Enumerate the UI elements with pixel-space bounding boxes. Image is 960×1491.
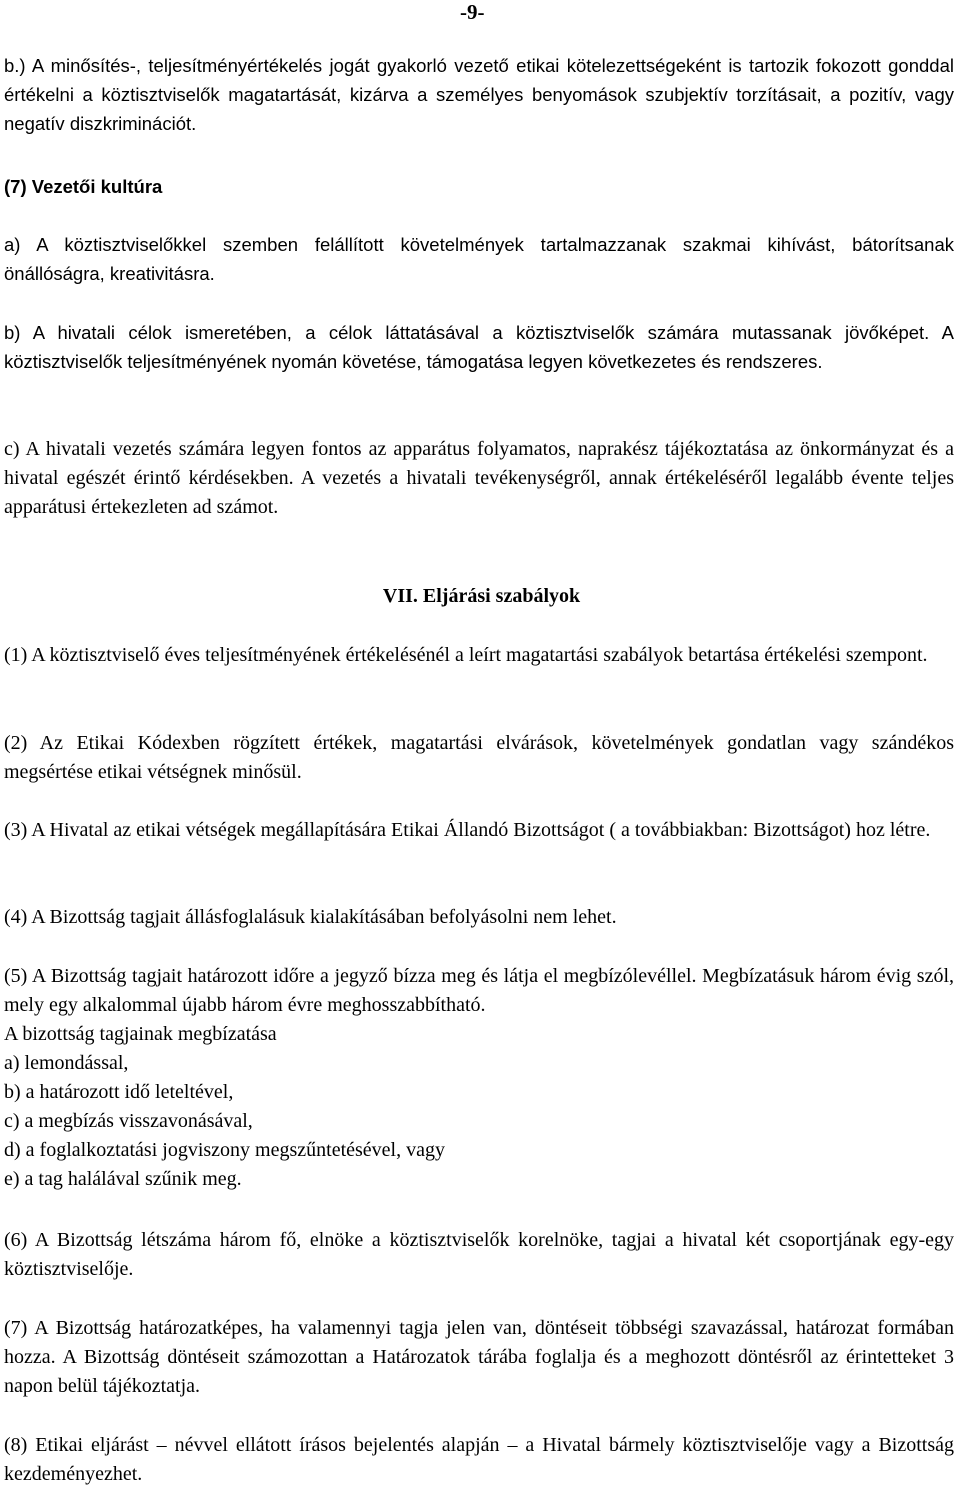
paragraph-2: (2) Az Etikai Kódexben rögzített értékek, magatartási elvárások, követelmények gondatlan vagy szándékos megsértése etikai vétségnek minősül. xyxy=(4,732,954,783)
mandate-list xyxy=(4,1020,954,1194)
heading-vezetoi-kultura: (7) Vezetői kultúra xyxy=(4,176,163,197)
paragraph-b-minosites: b.) A minősítés-, teljesítményértékelés jogát gyakorló vezető etikai kötelezettségeként is tartozik fokozott gonddal értékelni a köztisztviselők magatartását, kizárva a személyes benyomások szubjektív torzításait, a pozitív, vagy negatív diszkriminációt. xyxy=(4,55,954,134)
paragraph-5: (5) A Bizottság tagjait határozott időre a jegyző bízza meg és látja el megbízólevéllel. Megbízatásuk három évig szól, mely egy alkalommal újabb három évre meghosszabbítható. xyxy=(4,965,954,1016)
mandate-list-intro: A bizottság tagjainak megbízatása xyxy=(4,1023,277,1045)
paragraph-7: (7) A Bizottság határozatképes, ha valamennyi tagja jelen van, döntéseit többségi szavazással, határozat formában hozza. A Bizottság döntéseit számozottan a Határozatok tárába foglalja és a meghozott döntésről az érintetteket 3 napon belül tájékoztatja. xyxy=(4,1317,954,1397)
list-item: a) lemondással, xyxy=(4,1052,129,1074)
list-item: c) a megbízás visszavonásával, xyxy=(4,1110,253,1132)
paragraph-6: (6) A Bizottság létszáma három fő, elnöke a köztisztviselők korelnöke, tagjai a hivatal két csoportjának egy-egy köztisztviselője. xyxy=(4,1229,954,1280)
paragraph-c-kultura: c) A hivatali vezetés számára legyen fontos az apparátus folyamatos, naprakész tájékoztatása az önkormányzat és a hivatal egészét érintő kérdésekben. A vezetés a hivatali tevékenységről, annak értékeléséről legalább évente teljes apparátusi értekezleten ad számot. xyxy=(4,438,954,518)
paragraph-8: (8) Etikai eljárást – névvel ellátott írásos bejelentés alapján – a Hivatal bármely köztisztviselője vagy a Bizottság kezdeményezhet. xyxy=(4,1434,954,1485)
paragraph-4: (4) A Bizottság tagjait állásfoglalásuk kialakításában befolyásolni nem lehet. xyxy=(4,906,617,928)
list-item: b) a határozott idő leteltével, xyxy=(4,1081,234,1103)
paragraph-3: (3) A Hivatal az etikai vétségek megállapítására Etikai Állandó Bizottságot ( a továbbiakban: Bizottságot) hoz létre. xyxy=(4,819,931,841)
paragraph-a-kultura: a) A köztisztviselőkkel szemben felállított követelmények tartalmazzanak szakmai kihívást, bátorítsanak önállóságra, kreativitásra. xyxy=(4,234,954,284)
list-item: e) a tag halálával szűnik meg. xyxy=(4,1168,242,1190)
list-item: d) a foglalkoztatási jogviszony megszűntetésével, vagy xyxy=(4,1139,445,1161)
paragraph-1: (1) A köztisztviselő éves teljesítményének értékelésénél a leírt magatartási szabályok betartása értékelési szempont. xyxy=(4,644,928,666)
section-title: VII. Eljárási szabályok xyxy=(382,585,581,607)
paragraph-b-kultura: b) A hivatali célok ismeretében, a célok láttatásával a köztisztviselők számára mutassanak jövőképet. A köztisztviselők teljesítményének nyomán követése, támogatása legyen következetes és rendszeres. xyxy=(4,322,954,372)
page-number: -9- xyxy=(460,0,485,24)
